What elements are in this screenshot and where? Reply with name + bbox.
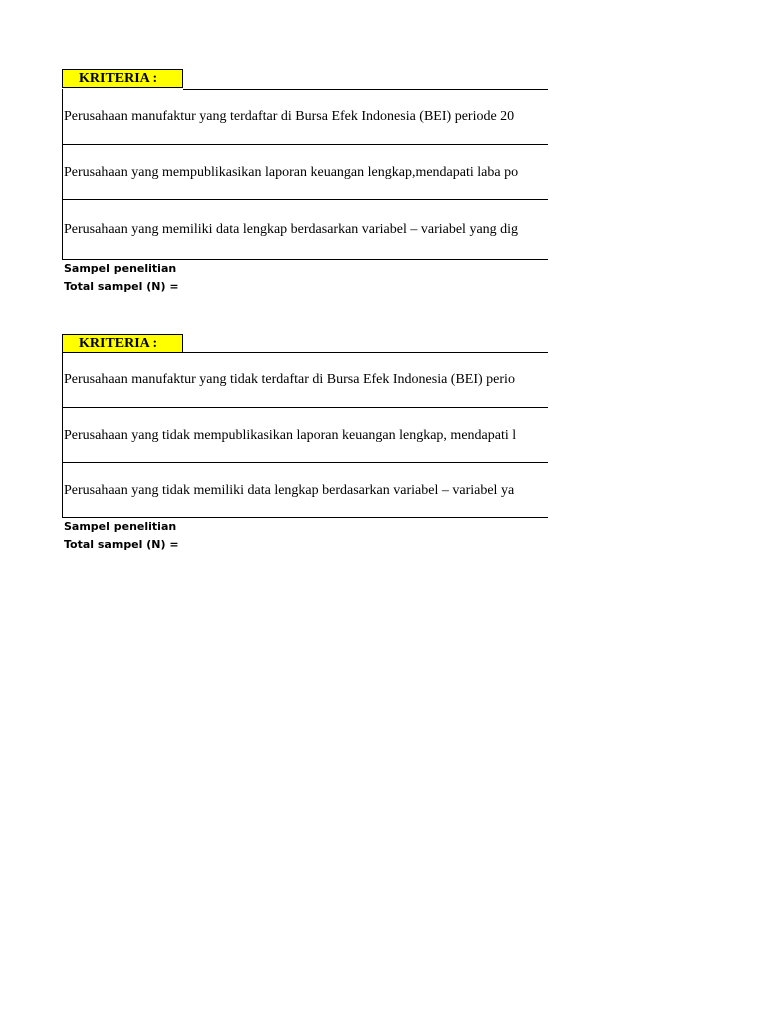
- criteria-row[interactable]: Perusahaan yang tidak mempublikasikan laporan keuangan lengkap, mendapati l: [63, 408, 548, 463]
- total-sample-label[interactable]: Total sampel (N) =: [64, 538, 179, 551]
- total-sample-label[interactable]: Total sampel (N) =: [64, 280, 179, 293]
- criteria-header-cell[interactable]: KRITERIA :: [62, 69, 183, 88]
- criteria-row[interactable]: Perusahaan yang mempublikasikan laporan keuangan lengkap,mendapati laba po: [63, 145, 548, 200]
- criteria-row[interactable]: Perusahaan yang tidak memiliki data lengkap berdasarkan variabel – variabel ya: [63, 463, 548, 518]
- sample-label[interactable]: Sampel penelitian: [64, 520, 177, 533]
- criteria-header-cell[interactable]: KRITERIA :: [62, 334, 183, 353]
- criteria-row[interactable]: Perusahaan yang memiliki data lengkap berdasarkan variabel – variabel yang dig: [63, 200, 548, 260]
- sample-label[interactable]: Sampel penelitian: [64, 262, 177, 275]
- criteria-row[interactable]: Perusahaan manufaktur yang terdaftar di Bursa Efek Indonesia (BEI) periode 20: [63, 89, 548, 145]
- criteria-row[interactable]: Perusahaan manufaktur yang tidak terdaftar di Bursa Efek Indonesia (BEI) perio: [63, 352, 548, 408]
- criteria-rows: [62, 89, 548, 260]
- criteria-rows: [62, 352, 548, 518]
